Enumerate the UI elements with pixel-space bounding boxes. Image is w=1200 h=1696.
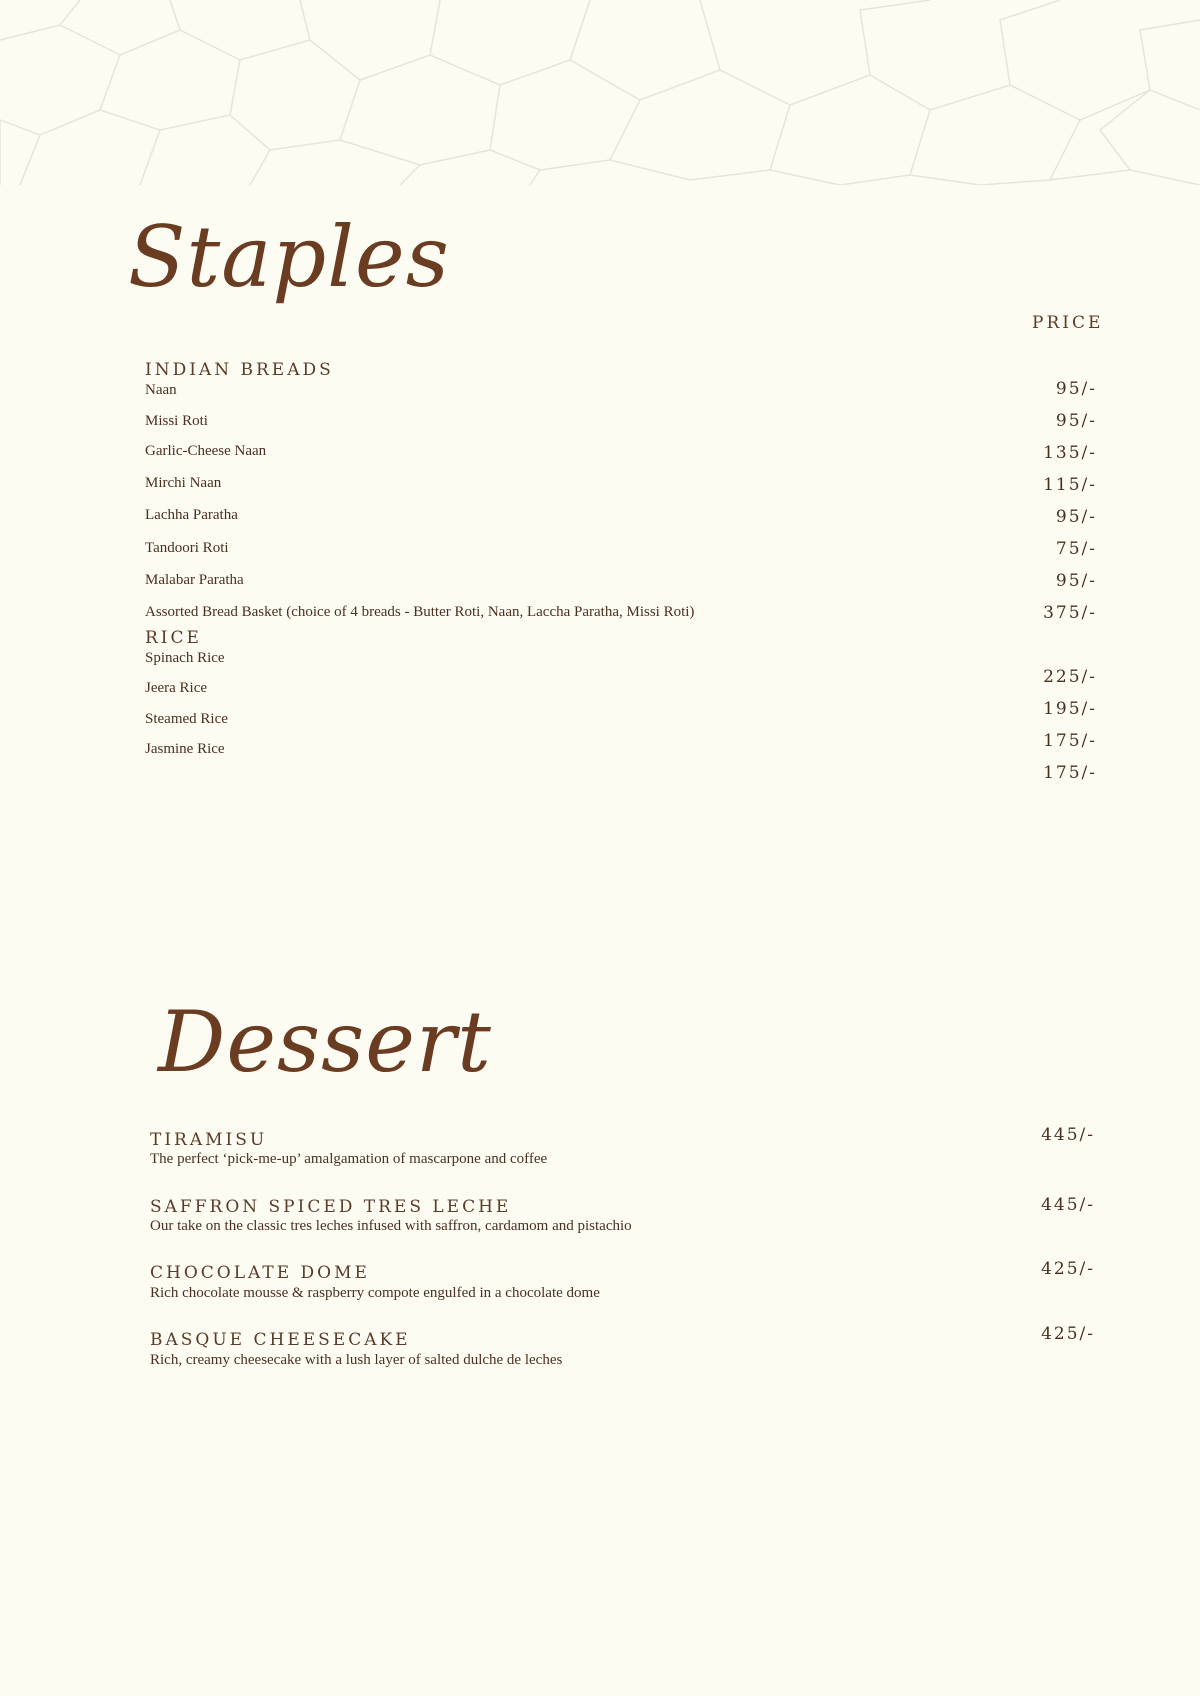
- price-naan: 95/-: [1055, 379, 1097, 399]
- price-spinach-rice: 225/-: [1043, 667, 1097, 687]
- category-heading-rice: RICE: [145, 628, 202, 648]
- price-garlic-cheese-naan: 135/-: [1043, 443, 1097, 463]
- menu-item-mirchi-naan: Mirchi Naan: [145, 475, 222, 491]
- price-malabar-paratha: 95/-: [1055, 571, 1097, 591]
- menu-item-naan: Naan: [145, 382, 177, 398]
- dessert-name-tiramisu: TIRAMISU: [150, 1130, 268, 1150]
- price-tiramisu: 445/-: [1041, 1125, 1095, 1145]
- price-tandoori-roti: 75/-: [1055, 539, 1097, 559]
- dessert-name-tres-leche: SAFFRON SPICED TRES LECHE: [150, 1197, 512, 1217]
- menu-item-garlic-cheese-naan: Garlic-Cheese Naan: [145, 443, 267, 459]
- price-lachha-paratha: 95/-: [1055, 507, 1097, 527]
- dessert-name-chocolate-dome: CHOCOLATE DOME: [150, 1263, 370, 1283]
- dessert-desc-chocolate-dome: Rich chocolate mousse & raspberry compote engulfed in a chocolate dome: [150, 1285, 600, 1301]
- price-header: PRICE: [1032, 313, 1104, 333]
- dessert-title: Dessert: [158, 993, 492, 1091]
- dessert-name-basque-cheesecake: BASQUE CHEESECAKE: [150, 1330, 411, 1350]
- price-steamed-rice: 175/-: [1043, 731, 1097, 751]
- price-missi-roti: 95/-: [1055, 411, 1097, 431]
- dessert-desc-tres-leche: Our take on the classic tres leches infused with saffron, cardamom and pistachio: [150, 1218, 632, 1234]
- price-jasmine-rice: 175/-: [1043, 763, 1097, 783]
- price-mirchi-naan: 115/-: [1043, 475, 1097, 495]
- menu-item-jeera-rice: Jeera Rice: [145, 680, 208, 696]
- staples-title: Staples: [128, 208, 450, 306]
- menu-item-steamed-rice: Steamed Rice: [145, 711, 228, 727]
- menu-item-spinach-rice: Spinach Rice: [145, 650, 225, 666]
- menu-item-lachha-paratha: Lachha Paratha: [145, 507, 238, 523]
- dessert-desc-basque-cheesecake: Rich, creamy cheesecake with a lush layer of salted dulche de leches: [150, 1352, 563, 1368]
- price-chocolate-dome: 425/-: [1041, 1259, 1095, 1279]
- menu-item-missi-roti: Missi Roti: [145, 413, 208, 429]
- menu-item-assorted-bread-basket: Assorted Bread Basket (choice of 4 breads - Butter Roti, Naan, Laccha Paratha, Missi Roti): [145, 604, 695, 620]
- menu-item-malabar-paratha: Malabar Paratha: [145, 572, 244, 588]
- price-basque-cheesecake: 425/-: [1041, 1324, 1095, 1344]
- category-heading-indian-breads: INDIAN BREADS: [145, 360, 334, 380]
- decorative-pattern: [0, 0, 1200, 185]
- price-tres-leche: 445/-: [1041, 1195, 1095, 1215]
- price-jeera-rice: 195/-: [1043, 699, 1097, 719]
- dessert-desc-tiramisu: The perfect ‘pick-me-up’ amalgamation of mascarpone and coffee: [150, 1151, 548, 1167]
- menu-item-jasmine-rice: Jasmine Rice: [145, 741, 225, 757]
- price-assorted-bread-basket: 375/-: [1043, 603, 1097, 623]
- menu-item-tandoori-roti: Tandoori Roti: [145, 540, 229, 556]
